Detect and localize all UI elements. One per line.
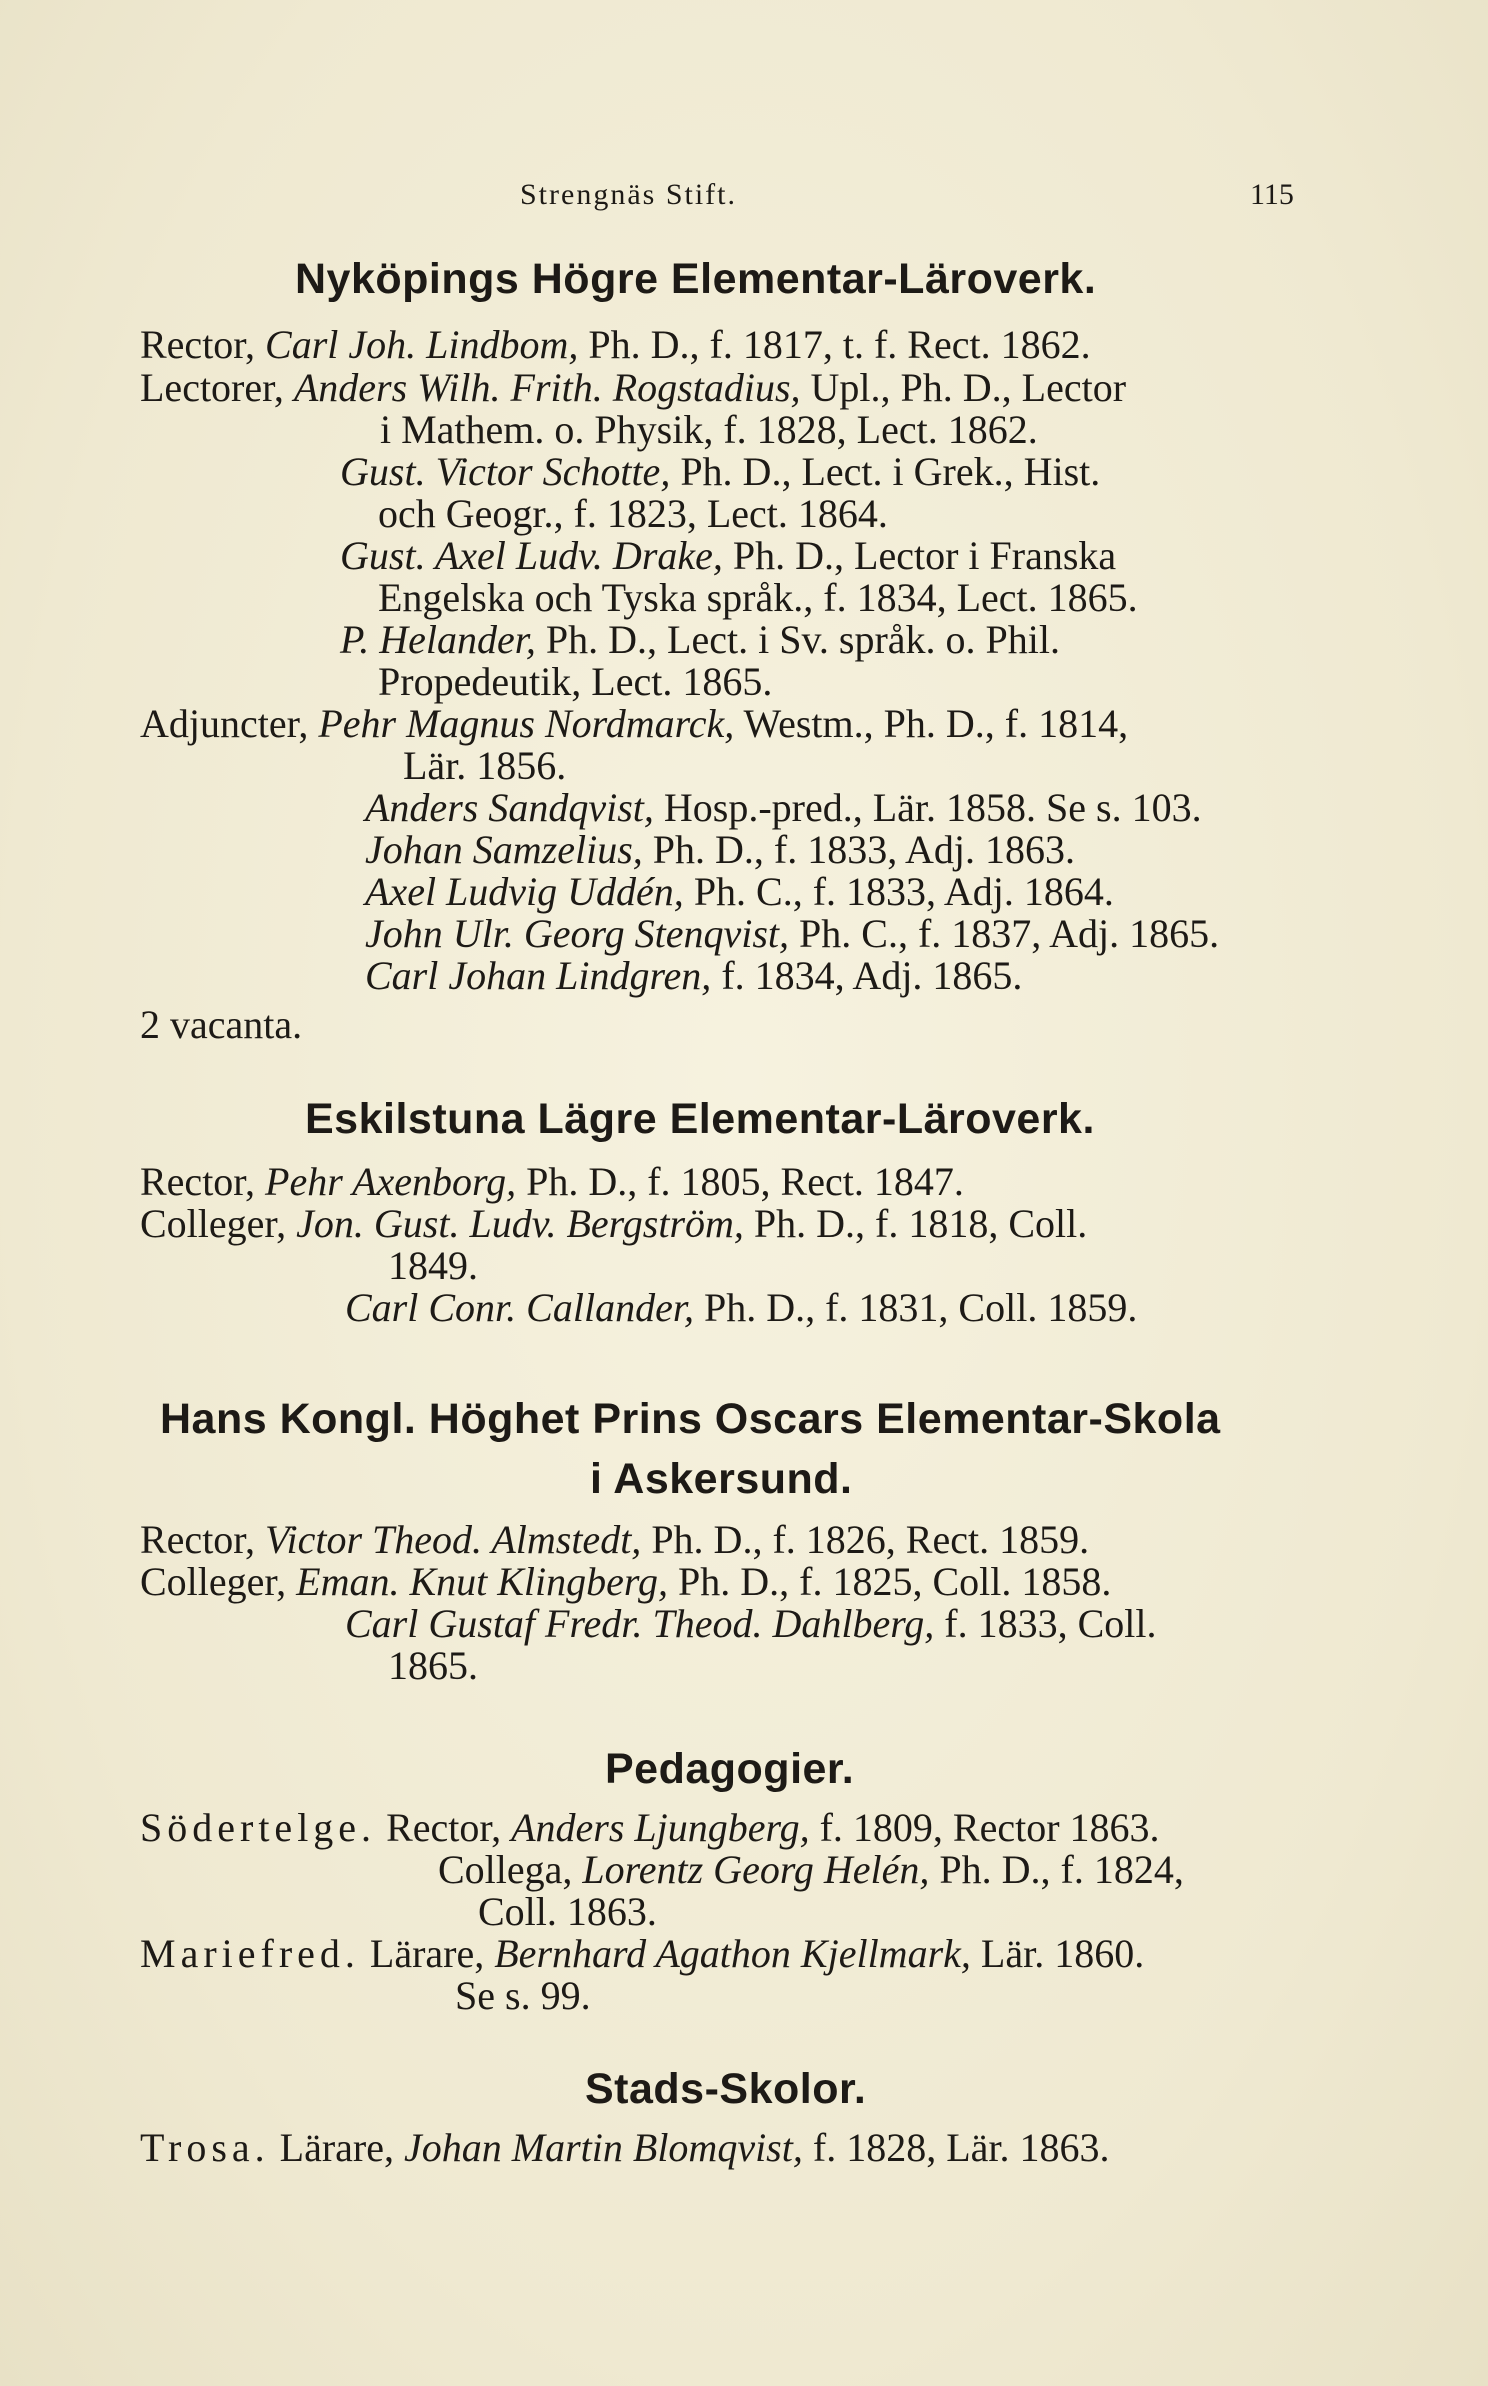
entry-details: Lär. 1860. — [980, 1931, 1145, 1976]
section-title-stads: Stads-Skolor. — [585, 2065, 867, 2113]
person-name: Pehr Axenborg, — [265, 1159, 517, 1204]
entry-line — [140, 322, 1091, 367]
person-name: Carl Gustaf Fredr. Theod. Dahlberg, — [345, 1601, 935, 1646]
person-name: Bernhard Agathon Kjellmark, — [494, 1931, 971, 1976]
person-name: Anders Ljungberg, — [511, 1805, 810, 1850]
person-name: Axel Ludvig Uddén, — [365, 869, 684, 914]
running-title: Strengnäs Stift. — [520, 178, 737, 211]
entry-line — [365, 827, 1076, 872]
entry-line — [340, 617, 1060, 662]
entry-details: Westm., Ph. D., f. 1814, — [743, 701, 1129, 746]
role-label: Lärare, — [279, 2125, 395, 2170]
entry-line — [340, 533, 1117, 578]
person-name: John Ulr. Georg Stenqvist, — [365, 911, 790, 956]
place-name: Mariefred. — [140, 1931, 360, 1976]
person-name: P. Helander, — [340, 617, 536, 662]
role-label: Colleger, — [140, 1201, 287, 1246]
entry-line: Lär. 1856. — [403, 743, 567, 788]
role-label: Lectorer, — [140, 365, 284, 410]
entry-details: Ph. D., f. 1817, t. f. Rect. 1862. — [588, 322, 1091, 367]
entry-line — [140, 1517, 1090, 1562]
entry-details: f. 1834, Adj. 1865. — [721, 953, 1023, 998]
entry-details: Ph. D., Lector i Franska — [732, 533, 1117, 578]
entry-details: Ph. D., f. 1818, Coll. — [753, 1201, 1088, 1246]
person-name: Lorentz Georg Helén, — [582, 1847, 930, 1892]
entry-details: f. 1809, Rector 1863. — [819, 1805, 1160, 1850]
entry-line — [345, 1285, 1138, 1330]
entry-line — [140, 2125, 1110, 2170]
role-label: Rector, — [386, 1805, 502, 1850]
entry-line — [365, 911, 1220, 956]
entry-line — [140, 1931, 1145, 1976]
person-name: Johan Martin Blomqvist, — [404, 2125, 803, 2170]
role-label: Collega, — [438, 1847, 573, 1892]
person-name: Carl Conr. Callander, — [345, 1285, 694, 1330]
entry-line: Se s. 99. — [455, 1973, 591, 2018]
entry-line: 1865. — [388, 1643, 478, 1688]
entry-line — [365, 953, 1023, 998]
entry-line — [140, 365, 1127, 410]
section-title-eskilstuna: Eskilstuna Lägre Elementar-Läroverk. — [305, 1095, 1095, 1143]
role-label: Adjuncter, — [140, 701, 309, 746]
entry-line — [365, 785, 1202, 830]
entry-details: Ph. C., f. 1833, Adj. 1864. — [693, 869, 1114, 914]
entry-line: Coll. 1863. — [478, 1889, 657, 1934]
role-label: Rector, — [140, 1517, 256, 1562]
person-name: Carl Joh. Lindbom, — [265, 322, 579, 367]
entry-line — [140, 1201, 1088, 1246]
entry-details: Ph. D., Lect. i Sv. språk. o. Phil. — [545, 617, 1060, 662]
entry-line — [438, 1847, 1184, 1892]
entry-details: Ph. D., f. 1831, Coll. 1859. — [703, 1285, 1138, 1330]
entry-details: Upl., Ph. D., Lector — [810, 365, 1127, 410]
entry-line — [365, 869, 1114, 914]
person-name: Carl Johan Lindgren, — [365, 953, 712, 998]
person-name: Anders Sandqvist, — [365, 785, 654, 830]
role-label: Rector, — [140, 1159, 256, 1204]
entry-line — [140, 1805, 1160, 1850]
entry-line: 2 vacanta. — [140, 1002, 303, 1047]
entry-line: Propedeutik, Lect. 1865. — [378, 659, 773, 704]
entry-details: Ph. D., f. 1825, Coll. 1858. — [678, 1559, 1112, 1604]
person-name: Jon. Gust. Ludv. Bergström, — [296, 1201, 744, 1246]
role-label: Lärare, — [369, 1931, 485, 1976]
page-number: 115 — [1250, 178, 1294, 211]
person-name: Pehr Magnus Nordmarck, — [318, 701, 735, 746]
role-label: Colleger, — [140, 1559, 287, 1604]
entry-details: Ph. D., Lect. i Grek., Hist. — [680, 449, 1101, 494]
entry-details: f. 1828, Lär. 1863. — [812, 2125, 1110, 2170]
place-name: Södertelge. — [140, 1805, 377, 1850]
entry-details: f. 1833, Coll. — [944, 1601, 1157, 1646]
section-title-nykoping: Nyköpings Högre Elementar-Läroverk. — [295, 255, 1097, 303]
entry-line: 1849. — [388, 1243, 478, 1288]
place-name: Trosa. — [140, 2125, 270, 2170]
person-name: Gust. Axel Ludv. Drake, — [340, 533, 723, 578]
entry-details: Ph. C., f. 1837, Adj. 1865. — [799, 911, 1220, 956]
entry-line — [140, 1559, 1112, 1604]
entry-line: Engelska och Tyska språk., f. 1834, Lect. 1865. — [378, 575, 1138, 620]
entry-details: Ph. D., f. 1805, Rect. 1847. — [526, 1159, 964, 1204]
entry-details: Ph. D., f. 1826, Rect. 1859. — [651, 1517, 1090, 1562]
entry-line — [140, 701, 1129, 746]
person-name: Gust. Victor Schotte, — [340, 449, 671, 494]
person-name: Eman. Knut Klingberg, — [296, 1559, 668, 1604]
entry-line: i Mathem. o. Physik, f. 1828, Lect. 1862. — [380, 407, 1038, 452]
section-title-pedagogier: Pedagogier. — [605, 1745, 855, 1793]
entry-line: och Geogr., f. 1823, Lect. 1864. — [378, 491, 888, 536]
entry-details: Ph. D., f. 1824, — [939, 1847, 1184, 1892]
role-label: Rector, — [140, 322, 256, 367]
entry-line — [345, 1601, 1157, 1646]
person-name: Anders Wilh. Frith. Rogstadius, — [293, 365, 801, 410]
entry-line — [340, 449, 1101, 494]
entry-details: Hosp.-pred., Lär. 1858. Se s. 103. — [663, 785, 1202, 830]
section-title-askersund: Hans Kongl. Höghet Prins Oscars Elementar-Skola — [160, 1395, 1221, 1443]
entry-line — [140, 1159, 964, 1204]
entry-details: Ph. D., f. 1833, Adj. 1863. — [652, 827, 1076, 872]
person-name: Victor Theod. Almstedt, — [265, 1517, 642, 1562]
person-name: Johan Samzelius, — [365, 827, 643, 872]
section-subtitle-askersund: i Askersund. — [590, 1455, 853, 1503]
